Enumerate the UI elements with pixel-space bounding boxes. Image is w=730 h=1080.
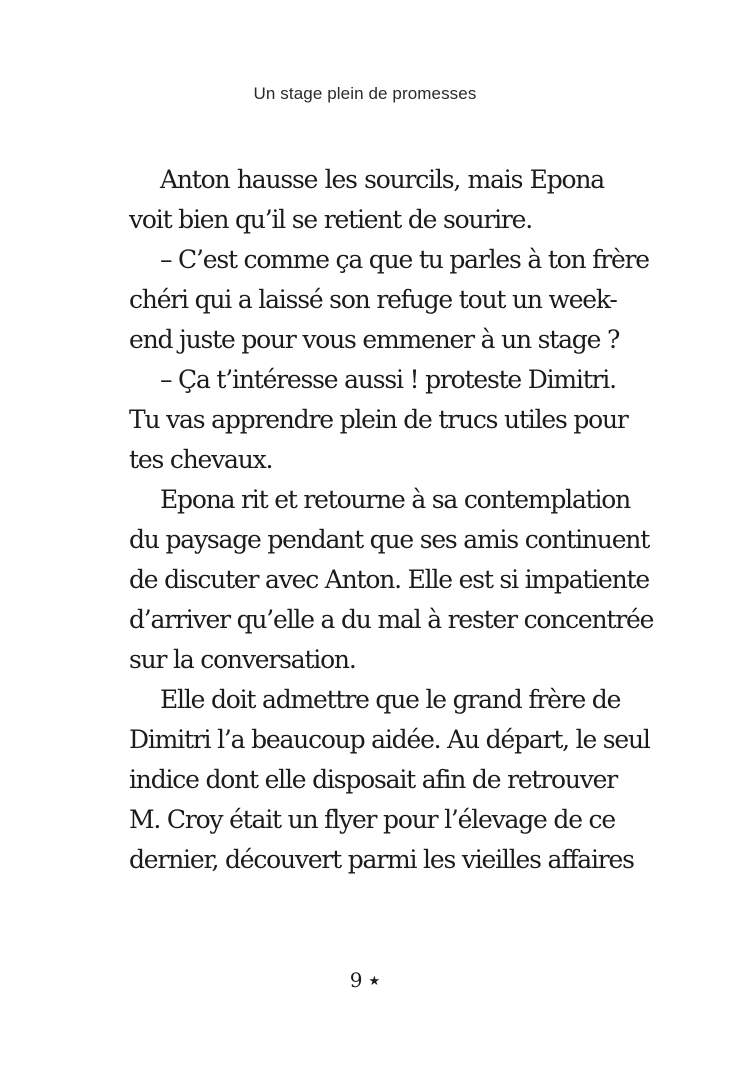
paragraph-3 bbox=[129, 360, 628, 480]
text-line: – C’est comme ça que tu parles à ton frère bbox=[160, 245, 649, 274]
paragraph-2 bbox=[129, 240, 649, 360]
text-line: Dimitri l’a beaucoup aidée. Au départ, le seul bbox=[129, 725, 650, 754]
text-line: Anton hausse les sourcils, mais Epona bbox=[160, 165, 604, 194]
text-line: de discuter avec Anton. Elle est si impatiente bbox=[129, 565, 649, 594]
text-line: – Ça t’intéresse aussi ! proteste Dimitri. bbox=[160, 365, 616, 394]
text-line: indice dont elle disposait afin de retrouver bbox=[129, 765, 618, 794]
body-text bbox=[129, 160, 654, 880]
text-line: Elle doit admettre que le grand frère de bbox=[160, 685, 621, 714]
text-line: chéri qui a laissé son refuge tout un week- bbox=[129, 285, 617, 314]
paragraph-4 bbox=[129, 480, 654, 680]
text-line: Epona rit et retourne à sa contemplation bbox=[160, 485, 631, 514]
text-line: d’arriver qu’elle a du mal à rester concentrée bbox=[129, 605, 654, 634]
text-line: tes chevaux. bbox=[129, 445, 273, 474]
paragraph-1 bbox=[129, 160, 604, 240]
running-title: Un stage plein de promesses bbox=[253, 84, 477, 103]
text-line: sur la conversation. bbox=[129, 645, 356, 674]
text-line: M. Croy était un flyer pour l’élevage de ce bbox=[129, 805, 615, 834]
text-line: voit bien qu’il se retient de sourire. bbox=[129, 205, 533, 234]
text-line: end juste pour vous emmener à un stage ? bbox=[129, 325, 620, 354]
paragraph-5 bbox=[129, 680, 650, 880]
text-line: Tu vas apprendre plein de trucs utiles pour bbox=[129, 405, 628, 434]
page-number-footer bbox=[0, 968, 730, 992]
star-icon: ★ bbox=[368, 974, 381, 989]
page-number: 9 bbox=[349, 968, 363, 992]
text-line: du paysage pendant que ses amis continuent bbox=[129, 525, 650, 554]
text-line: dernier, découvert parmi les vieilles affaires bbox=[129, 845, 634, 874]
